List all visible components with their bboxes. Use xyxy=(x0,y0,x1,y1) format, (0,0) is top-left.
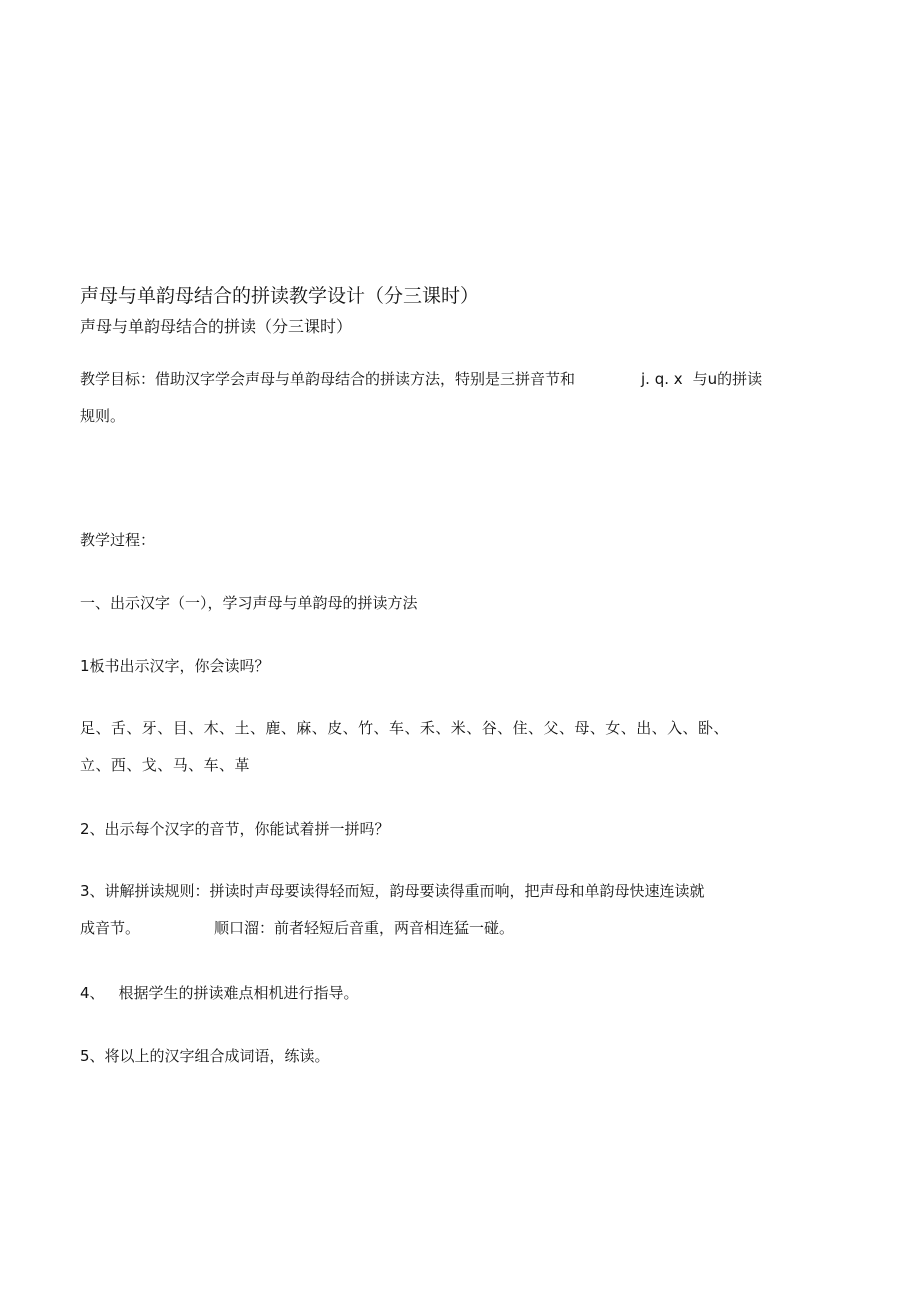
section-heading-1: 一、出示汉字（一），学习声母与单韵母的拼读方法 xyxy=(80,594,418,612)
step-3-text: 成音节。 xyxy=(80,919,141,937)
objective-text-end: 与u的拼读 xyxy=(692,370,763,388)
mnemonic-text: 顺口溜：前者轻短后音重，两音相连猛一碰。 xyxy=(214,919,515,937)
objective-text: 教学目标：借助汉字学会声母与单韵母结合的拼读方法，特别是三拼音节和 xyxy=(80,370,576,388)
step-1: 1板书出示汉字，你会读吗？ xyxy=(80,657,270,675)
document-title: 声母与单韵母结合的拼读教学设计（分三课时） xyxy=(80,285,480,307)
step-5: 5、将以上的汉字组合成词语，练读。 xyxy=(80,1047,330,1065)
process-label: 教学过程： xyxy=(80,531,156,549)
step-4-text: 根据学生的拼读难点相机进行指导。 xyxy=(118,984,359,1002)
step-2: 2、出示每个汉字的音节，你能试着拼一拼吗？ xyxy=(80,820,390,838)
step-4 xyxy=(80,983,359,1003)
character-list-line-2: 立、西、戈、马、车、革 xyxy=(80,756,250,774)
objective-line-2: 规则。 xyxy=(80,407,126,425)
step-4-number: 4、 xyxy=(80,984,105,1002)
step-3-line-2 xyxy=(80,918,514,938)
character-list-line-1: 足、舌、牙、目、木、土、鹿、麻、皮、竹、车、禾、米、谷、住、父、母、女、出、入、卧、 xyxy=(80,719,729,737)
step-3-line-1: 3、讲解拼读规则：拼读时声母要读得轻而短，韵母要读得重而响，把声母和单韵母快速连读就 xyxy=(80,882,705,900)
objective-line-1 xyxy=(80,369,762,389)
document-subtitle: 声母与单韵母结合的拼读（分三课时） xyxy=(80,317,353,336)
objective-pinyin: j. q. x xyxy=(641,370,683,388)
